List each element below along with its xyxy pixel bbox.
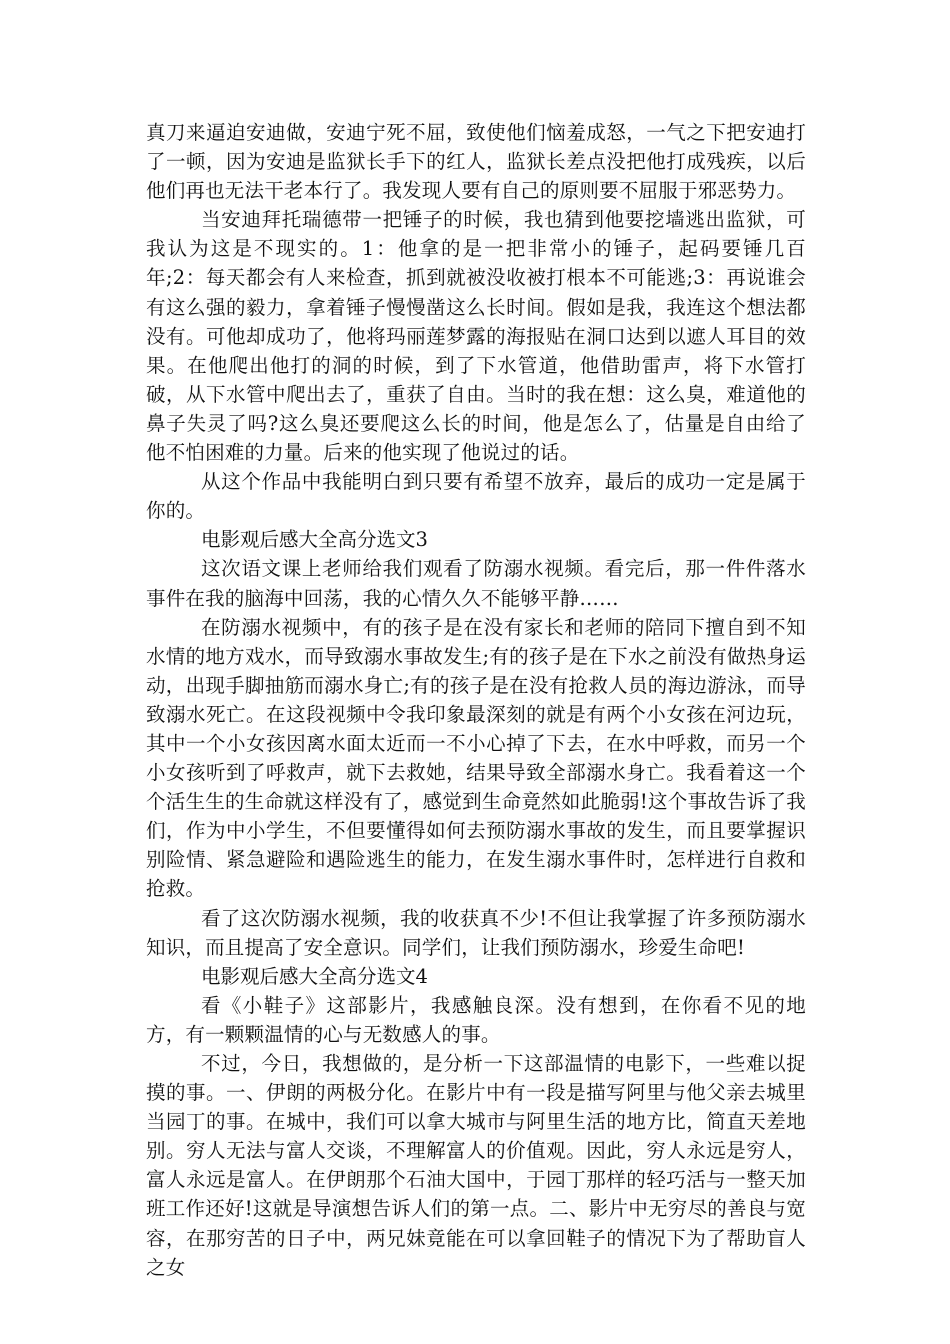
paragraph: 真刀来逼迫安迪做，安迪宁死不屈，致使他们恼羞成怒，一气之下把安迪打了一顿，因为安迪是监狱长手下的红人，监狱长差点没把他打成残疾，以后他们再也无法干老本行了。我发现人要有自己的原则要不屈服于邪恶势力。 — [146, 121, 806, 203]
paragraph: 看了这次防溺水视频，我的收获真不少!不但让我掌握了许多预防溺水知识，而且提高了安全意识。同学们，让我们预防溺水，珍爱生命吧! — [146, 906, 806, 959]
document-page — [146, 118, 806, 1282]
paragraph: 当安迪拜托瑞德带一把锤子的时候，我也猜到他要挖墙逃出监狱，可我认为这是不现实的。1：他拿的是一把非常小的锤子，起码要锤几百年;2：每天都会有人来检查，抓到就被没收被打根本不可能逃;3：再说谁会有这么强的毅力，拿着锤子慢慢凿这么长时间。假如是我，我连这个想法都没有。可他却成功了，他将玛丽莲梦露的海报贴在洞口达到以遮人耳目的效果。在他爬出他打的洞的时候，到了下水管道，他借助雷声，将下水管打破，从下水管中爬出去了，重获了自由。当时的我在想：这么臭，难道他的鼻子失灵了吗?这么臭还要爬这么长的时间，他是怎么了，估量是自由给了他不怕困难的力量。后来的他实现了他说过的话。 — [146, 208, 806, 465]
section-heading: 电影观后感大全高分选文4 — [201, 964, 428, 988]
paragraph: 在防溺水视频中，有的孩子是在没有家长和老师的陪同下擅自到不知水情的地方戏水，而导致溺水事故发生;有的孩子是在下水之前没有做热身运动，出现手脚抽筋而溺水身亡;有的孩子是在没有抢救人员的海边游泳，而导致溺水死亡。在这段视频中令我印象最深刻的就是有两个小女孩在河边玩，其中一个小女孩因离水面太近而一不小心掉了下去，在水中呼救，而另一个小女孩听到了呼救声，就下去救她，结果导致全部溺水身亡。我看着这一个个活生生的生命就这样没有了，感觉到生命竟然如此脆弱!这个事故告诉了我们，作为中小学生，不但要懂得如何去预防溺水事故的发生，而且要掌握识别险情、紧急避险和遇险逃生的能力，在发生溺水事件时，怎样进行自救和抢救。 — [146, 615, 806, 901]
paragraph: 看《小鞋子》这部影片，我感触良深。没有想到，在你看不见的地方，有一颗颗温情的心与无数感人的事。 — [146, 993, 806, 1046]
paragraph: 这次语文课上老师给我们观看了防溺水视频。看完后，那一件件落水事件在我的脑海中回荡，我的心情久久不能够平静…… — [146, 557, 806, 610]
paragraph: 从这个作品中我能明白到只要有希望不放弃，最后的成功一定是属于你的。 — [146, 470, 806, 523]
paragraph: 不过，今日，我想做的，是分析一下这部温情的电影下，一些难以捉摸的事。一、伊朗的两极分化。在影片中有一段是描写阿里与他父亲去城里当园丁的事。在城中，我们可以拿大城市与阿里生活的地方比，简直天差地别。穷人无法与富人交谈，不理解富人的价值观。因此，穷人永远是穷人，富人永远是富人。在伊朗那个石油大国中，于园丁那样的轻巧活与一整天加班工作还好!这就是导演想告诉人们的第一点。二、影片中无穷尽的善良与宽容，在那穷苦的日子中，两兄妹竟能在可以拿回鞋子的情况下为了帮助盲人之女 — [146, 1052, 806, 1279]
section-heading: 电影观后感大全高分选文3 — [201, 528, 428, 552]
